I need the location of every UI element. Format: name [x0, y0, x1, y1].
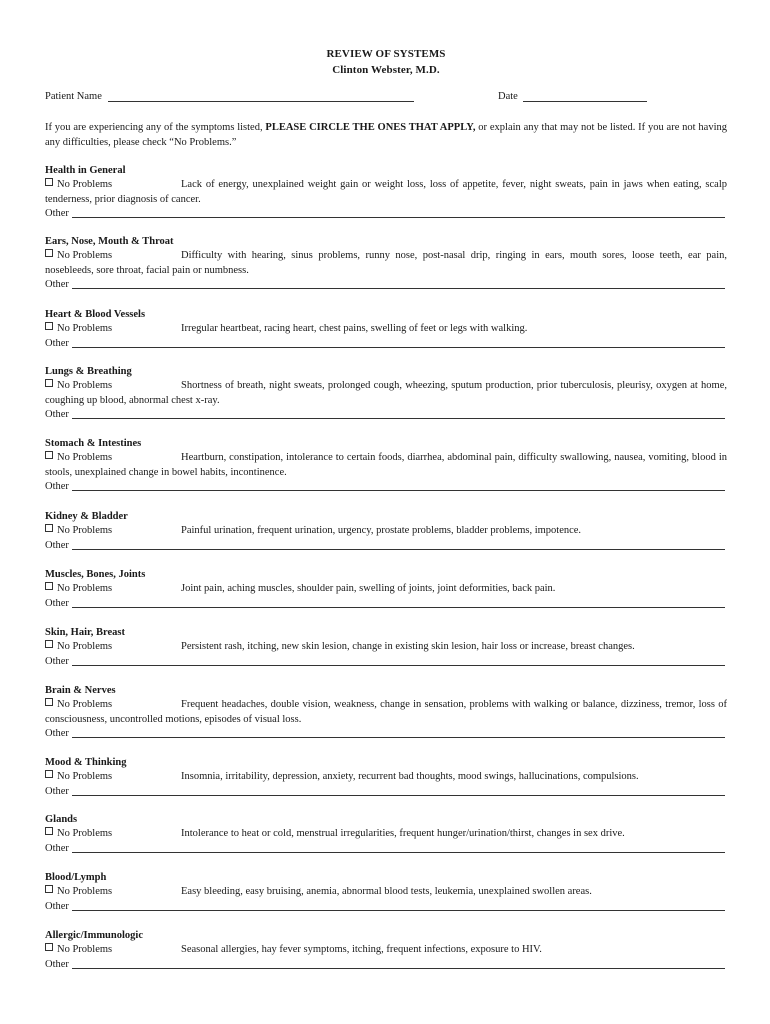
no-problems-label: No Problems: [57, 380, 113, 391]
no-problems-option[interactable]: [45, 249, 112, 264]
symptoms-row: [45, 698, 727, 727]
other-label: Other: [45, 208, 69, 219]
no-problems-option[interactable]: [45, 322, 112, 337]
other-row: [45, 207, 727, 221]
other-field[interactable]: [72, 852, 725, 853]
section-ears-nose-mouth-throat: [45, 234, 727, 292]
symptoms-row: [45, 249, 727, 278]
other-label: Other: [45, 655, 69, 667]
symptoms-text[interactable]: Insomnia, irritability, depression, anxiety, recurrent bad thoughts, mood swings, hallucinations, compulsions.: [181, 771, 639, 782]
other-label: Other: [45, 597, 69, 609]
no-problems-label: No Problems: [57, 641, 113, 652]
symptoms-row: [45, 582, 727, 597]
other-field[interactable]: [72, 968, 725, 969]
symptoms-text[interactable]: Painful urination, frequent urination, urgency, prostate problems, bladder problems, impotence.: [181, 525, 582, 536]
no-problems-option[interactable]: [45, 770, 112, 785]
patient-name-field[interactable]: [108, 91, 414, 102]
no-problems-label: No Problems: [57, 699, 113, 710]
section-lungs-breathing: [45, 364, 727, 422]
instructions-emphasis: PLEASE CIRCLE THE ONES THAT APPLY,: [265, 122, 476, 133]
symptoms-text[interactable]: Lack of energy, unexplained weight gain or weight loss, loss of appetite, fever, night sweats, pain in jaws when eating, scalp tenderness, prior diagnosis of cancer.: [45, 179, 727, 205]
symptoms-text[interactable]: Persistent rash, itching, new skin lesion, change in existing skin lesion, hair loss or increase, breast changes.: [181, 641, 635, 652]
section-muscles-bones-joints: [45, 567, 727, 611]
no-problems-option[interactable]: [45, 640, 112, 655]
other-field[interactable]: [72, 910, 725, 911]
symptoms-text[interactable]: Shortness of breath, night sweats, prolonged cough, wheezing, sputum production, prior tuberculosis, pleurisy, oxygen at home, coughing up blood, abnormal chest x-ray.: [45, 380, 727, 406]
symptoms-row: [45, 943, 727, 958]
other-row: [45, 727, 727, 741]
symptoms-row: [45, 640, 727, 655]
section-title: Muscles, Bones, Joints: [45, 569, 146, 580]
no-problems-label: No Problems: [57, 944, 113, 955]
other-field[interactable]: [72, 490, 725, 491]
date-field[interactable]: [523, 91, 647, 102]
review-of-systems-form: [45, 0, 727, 1024]
checkbox-icon[interactable]: [45, 640, 53, 648]
no-problems-option[interactable]: [45, 379, 112, 394]
other-label: Other: [45, 409, 69, 420]
other-label: Other: [45, 842, 69, 854]
symptoms-text[interactable]: Heartburn, constipation, intolerance to certain foods, diarrhea, abdominal pain, difficulty swallowing, nausea, vomiting, blood in stools, unexplained change in bowel habits, incontinence.: [45, 452, 727, 478]
doctor-name: Clinton Webster, M.D.: [332, 64, 440, 76]
checkbox-icon[interactable]: [45, 249, 53, 257]
no-problems-option[interactable]: [45, 827, 112, 842]
symptoms-row: [45, 451, 727, 480]
symptoms-row: [45, 379, 727, 408]
no-problems-label: No Problems: [57, 179, 113, 190]
instructions-text-1: If you are experiencing any of the symptoms listed,: [45, 122, 266, 133]
section-health-in-general: [45, 163, 727, 221]
section-title: Lungs & Breathing: [45, 366, 132, 377]
other-field[interactable]: [72, 607, 725, 608]
other-label: Other: [45, 900, 69, 912]
section-title: Allergic/Immunologic: [45, 930, 143, 941]
no-problems-option[interactable]: [45, 451, 112, 466]
no-problems-option[interactable]: [45, 698, 112, 713]
other-row: [45, 900, 727, 914]
section-title: Mood & Thinking: [45, 757, 127, 768]
other-label: Other: [45, 785, 69, 797]
symptoms-row: [45, 524, 727, 539]
section-glands: [45, 812, 727, 856]
other-label: Other: [45, 539, 69, 551]
other-row: [45, 480, 727, 494]
section-skin-hair-breast: [45, 625, 727, 669]
checkbox-icon[interactable]: [45, 322, 53, 330]
no-problems-option[interactable]: [45, 582, 112, 597]
symptoms-row: [45, 885, 727, 900]
symptoms-text[interactable]: Irregular heartbeat, racing heart, chest pains, swelling of feet or legs with walking.: [181, 323, 528, 334]
other-field[interactable]: [72, 217, 725, 218]
checkbox-icon[interactable]: [45, 770, 53, 778]
other-field[interactable]: [72, 549, 725, 550]
section-allergic-immunologic: [45, 928, 727, 972]
no-problems-label: No Problems: [57, 452, 113, 463]
symptoms-row: [45, 178, 727, 207]
section-title: Blood/Lymph: [45, 872, 107, 883]
other-row: [45, 337, 727, 351]
section-mood-thinking: [45, 755, 727, 799]
patient-info-row: [45, 91, 727, 105]
checkbox-icon[interactable]: [45, 524, 53, 532]
other-label: Other: [45, 958, 69, 970]
section-heart-blood-vessels: [45, 307, 727, 351]
no-problems-label: No Problems: [57, 250, 113, 261]
no-problems-label: No Problems: [57, 323, 113, 334]
checkbox-icon[interactable]: [45, 178, 53, 186]
section-title: Stomach & Intestines: [45, 438, 142, 449]
other-row: [45, 539, 727, 553]
symptoms-row: [45, 770, 727, 785]
other-field[interactable]: [72, 795, 725, 796]
other-row: [45, 278, 727, 292]
section-title: Kidney & Bladder: [45, 511, 128, 522]
checkbox-icon[interactable]: [45, 698, 53, 706]
other-row: [45, 785, 727, 799]
symptoms-row: [45, 322, 727, 337]
other-row: [45, 655, 727, 669]
no-problems-label: No Problems: [57, 771, 113, 782]
section-brain-nerves: [45, 683, 727, 741]
symptoms-text[interactable]: Intolerance to heat or cold, menstrual irregularities, frequent hunger/urination/thirst, changes in sex drive.: [181, 828, 625, 839]
no-problems-label: No Problems: [57, 525, 113, 536]
section-stomach-intestines: [45, 436, 727, 494]
section-title: Heart & Blood Vessels: [45, 309, 146, 320]
no-problems-label: No Problems: [57, 583, 113, 594]
instructions: [45, 120, 727, 150]
other-label: Other: [45, 481, 69, 492]
other-row: [45, 842, 727, 856]
checkbox-icon[interactable]: [45, 582, 53, 590]
symptoms-text[interactable]: Seasonal allergies, hay fever symptoms, itching, frequent infections, exposure to HIV.: [181, 944, 542, 955]
section-kidney-bladder: [45, 509, 727, 553]
other-label: Other: [45, 337, 69, 349]
other-label: Other: [45, 728, 69, 739]
checkbox-icon[interactable]: [45, 885, 53, 893]
no-problems-option[interactable]: [45, 943, 112, 958]
other-field[interactable]: [72, 288, 725, 289]
symptoms-text[interactable]: Frequent headaches, double vision, weakness, change in sensation, problems with walking or balance, dizziness, tremor, loss of consciousness, uncontrolled motions, episodes of visual loss.: [45, 699, 727, 725]
section-title: Health in General: [45, 165, 126, 176]
symptoms-text[interactable]: Joint pain, aching muscles, shoulder pain, swelling of joints, joint deformities, back pain.: [181, 583, 556, 594]
section-blood-lymph: [45, 870, 727, 914]
section-title: Ears, Nose, Mouth & Throat: [45, 236, 174, 247]
other-field[interactable]: [72, 665, 725, 666]
other-row: [45, 958, 727, 972]
no-problems-label: No Problems: [57, 886, 113, 897]
no-problems-option[interactable]: [45, 178, 112, 193]
section-title: Brain & Nerves: [45, 685, 116, 696]
symptoms-text[interactable]: Easy bleeding, easy bruising, anemia, abnormal blood tests, leukemia, unexplained swollen areas.: [181, 886, 592, 897]
form-title: REVIEW OF SYSTEMS: [326, 48, 446, 60]
other-row: [45, 597, 727, 611]
date-label: Date: [498, 91, 518, 102]
no-problems-label: No Problems: [57, 828, 113, 839]
patient-name-label: Patient Name: [45, 91, 102, 102]
checkbox-icon[interactable]: [45, 943, 53, 951]
section-title: Skin, Hair, Breast: [45, 627, 125, 638]
no-problems-option[interactable]: [45, 524, 112, 539]
checkbox-icon[interactable]: [45, 827, 53, 835]
checkbox-icon[interactable]: [45, 451, 53, 459]
instructions-text-2: or explain any that may not be listed. If you are not having any difficulties, please check “No Problems.”: [45, 122, 727, 148]
checkbox-icon[interactable]: [45, 379, 53, 387]
other-field[interactable]: [72, 418, 725, 419]
section-title: Glands: [45, 814, 78, 825]
symptoms-row: [45, 827, 727, 842]
symptoms-text[interactable]: Difficulty with hearing, sinus problems, runny nose, post-nasal drip, ringing in ears, mouth sores, loose teeth, ear pain, nosebleeds, sore throat, facial pain or numbness.: [45, 250, 727, 276]
other-label: Other: [45, 279, 69, 290]
other-row: [45, 408, 727, 422]
no-problems-option[interactable]: [45, 885, 112, 900]
other-field[interactable]: [72, 737, 725, 738]
other-field[interactable]: [72, 347, 725, 348]
